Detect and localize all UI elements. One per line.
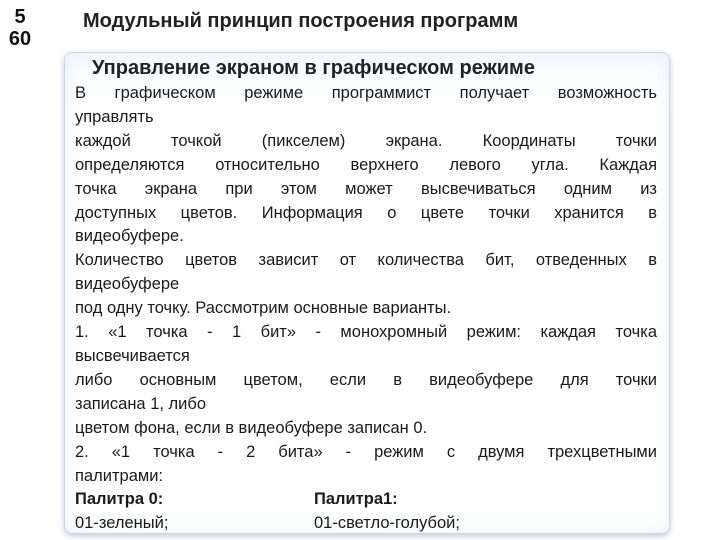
palette-0-heading: Палитра 0: [75,490,164,509]
body-line: видеобуфере. [75,227,184,246]
body-line: 1. «1 точка - 1 бит» - монохромный режим: каждая точка [75,323,657,342]
slide-number-line-1: 5 [14,6,26,28]
body-line: В графическом режиме программист получает возможность [75,84,657,102]
body-line: точка экрана при этом может высвечиваться одним из [75,179,657,198]
body-line: 2. «1 точка - 2 бита» - режим с двумя трехцветными [75,442,657,461]
palette-1-item: 01-светло-голубой; [314,514,460,533]
palette-1-heading: Палитра1: [314,490,398,509]
body-line: видеобуфере [75,275,180,294]
slide-number-line-2: 60 [8,28,32,50]
palette-0-item: 01-зеленый; [75,514,169,533]
body-line: под одну точку. Рассмотрим основные варианты. [75,299,452,318]
body-line: управлять [75,107,154,126]
body-line: цветом фона, если в видеобуфере записан 0. [75,418,428,437]
body-line: Количество цветов зависит от количества бит, отведенных в [75,251,657,270]
page-title: Модульный принцип построения программ [83,10,519,32]
body-line: доступных цветов. Информация о цвете точки хранится в [75,203,657,222]
card-title: Управление экраном в графическом режиме [92,57,535,79]
body-line: записана 1, либо [75,394,207,413]
palette-items-row [75,512,657,536]
body-line: определяются относительно верхнего левого угла. Каждая [75,155,657,174]
slide-number [0,6,40,50]
body-line: либо основным цветом, если в видеобуфере для точки [75,370,657,389]
body-line: палитрами: [75,466,164,485]
card-body [75,82,657,536]
palette-headings-row [75,488,657,512]
body-line: высвечивается [75,346,190,365]
body-line: каждой точкой (пикселем) экрана. Координаты точки [75,131,657,150]
